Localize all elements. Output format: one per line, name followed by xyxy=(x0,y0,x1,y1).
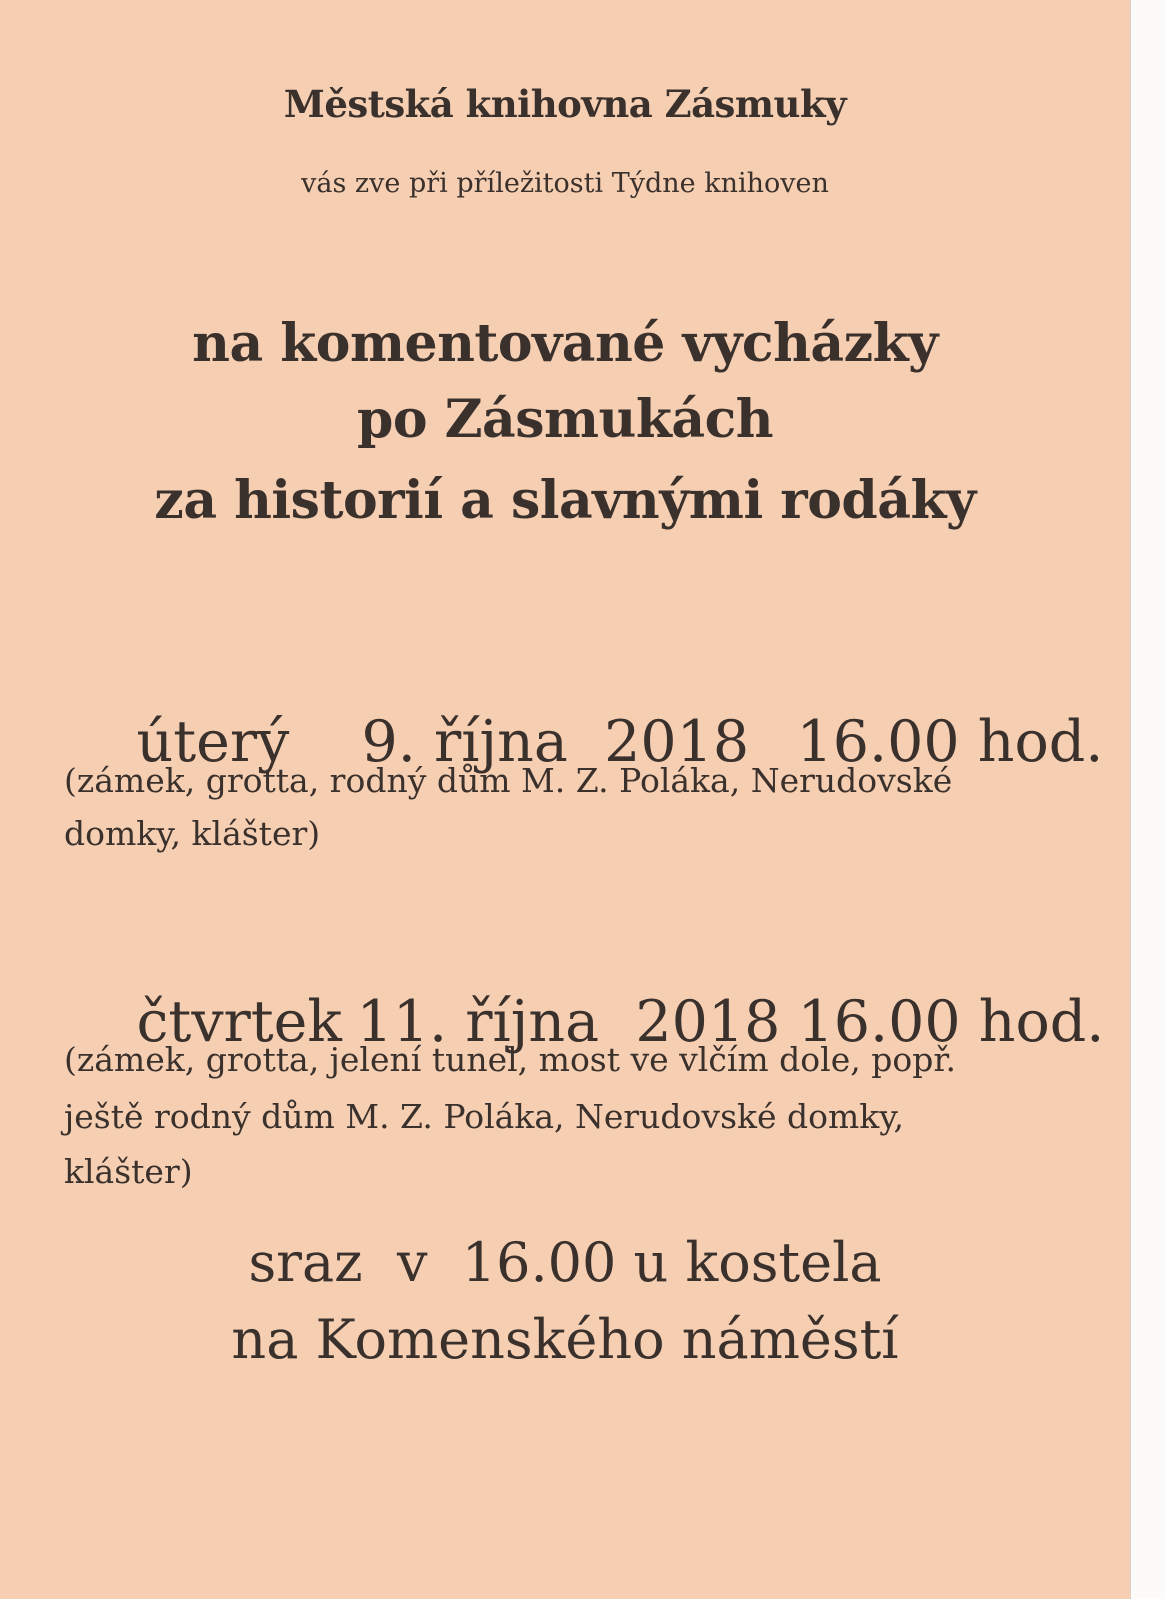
event-2-route-line-3: klášter) xyxy=(64,1152,193,1191)
event-1-route-line-1: (zámek, grotta, rodný dům M. Z. Poláka, Nerudovské xyxy=(64,761,953,800)
organizer-title: Městská knihovna Zásmuky xyxy=(283,82,847,126)
event-1-datetime xyxy=(64,657,1103,828)
headline-line-2: po Zásmukách xyxy=(356,389,774,450)
event-1-time: 16.00 hod. xyxy=(796,709,1104,775)
event-2-date: 11. října 2018 xyxy=(356,989,781,1055)
event-1-route-line-2: domky, klášter) xyxy=(64,814,321,853)
event-2-route-line-2: ještě rodný dům M. Z. Poláka, Nerudovské domky, xyxy=(64,1097,905,1136)
event-2-day: čtvrtek xyxy=(136,989,342,1055)
meeting-point-line-2: na Komenského náměstí xyxy=(231,1308,899,1371)
headline-line-1: na komentované vycházky xyxy=(192,313,938,374)
event-1-date: 9. října 2018 xyxy=(361,709,750,775)
invitation-text: vás zve při příležitosti Týdne knihoven xyxy=(301,168,829,199)
meeting-point-line-1: sraz v 16.00 u kostela xyxy=(248,1231,882,1294)
headline-line-3: za historií a slavnými rodáky xyxy=(154,470,976,531)
event-2-route-line-1: (zámek, grotta, jelení tunel, most ve vlčím dole, popř. xyxy=(64,1040,956,1079)
event-2-time: 16.00 hod. xyxy=(797,989,1105,1055)
scan-margin xyxy=(1130,0,1165,1599)
event-2-datetime xyxy=(64,937,1104,1108)
event-1-day: úterý xyxy=(136,709,290,775)
